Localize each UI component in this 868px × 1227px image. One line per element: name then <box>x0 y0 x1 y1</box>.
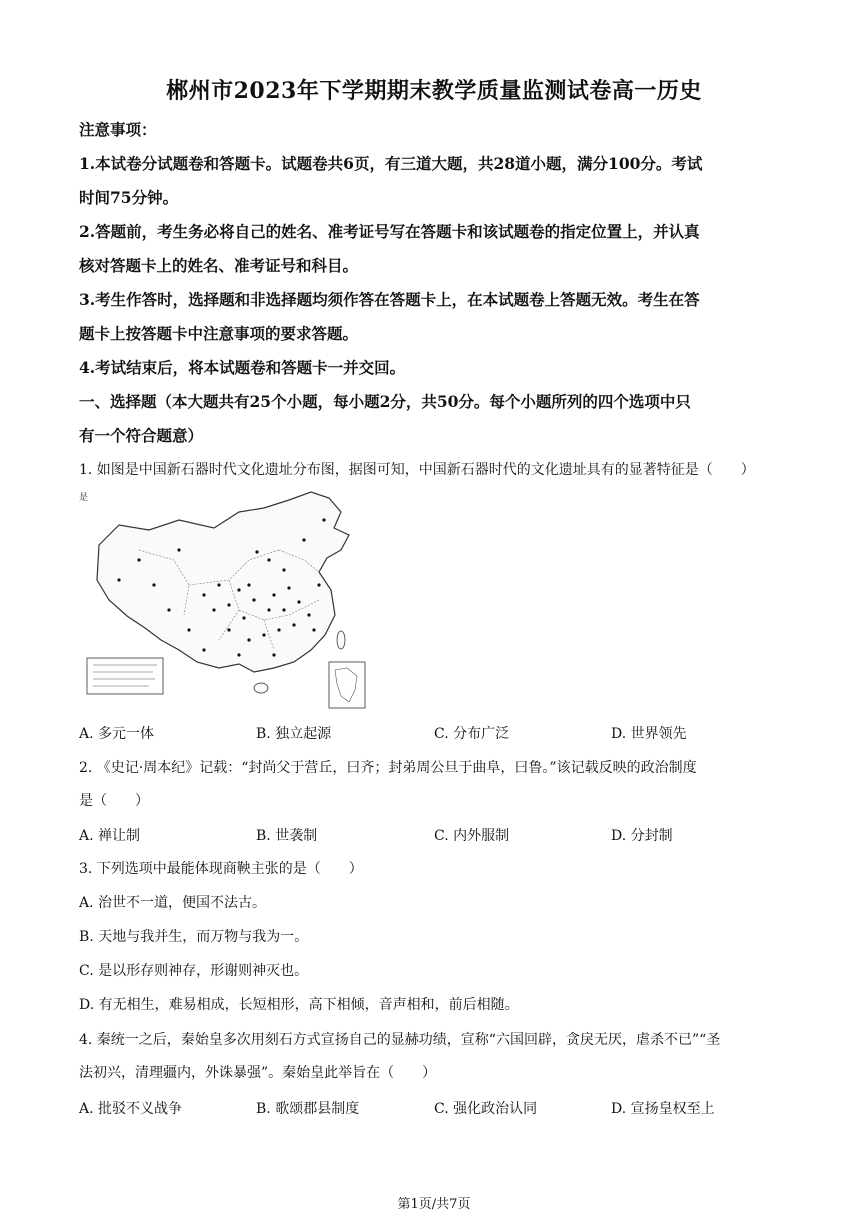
q4-option-a[interactable]: A. 批驳不义战争 <box>79 1101 183 1117</box>
q2-option-d[interactable]: D. 分封制 <box>611 828 673 844</box>
notice-item-3b: 题卡上按答题卡中注意事项的要求答题。 <box>79 324 359 343</box>
notice-item-2a: 2.答题前，考生务必将自己的姓名、准考证号写在答题卡和该试题卷的指定位置上，并认真 <box>79 222 700 241</box>
q4-stem-a: 4. 秦统一之后，秦始皇多次用刻石方式宣扬自己的显赫功绩，宣称“六国回辟，贪戾无厌，虐杀不已”“圣 <box>79 1032 721 1048</box>
q4-option-c[interactable]: C. 强化政治认同 <box>434 1101 538 1117</box>
page-footer: 第1页/共7页 <box>397 1197 471 1212</box>
q1-stem: 1. 如图是中国新石器时代文化遗址分布图，据图可知，中国新石器时代的文化遗址具有的显著特征是（ ） <box>79 462 755 478</box>
q3-option-b[interactable]: B. 天地与我并生，而万物与我为一。 <box>79 929 309 945</box>
q1-option-c[interactable]: C. 分布广泛 <box>434 726 510 742</box>
notice-item-4: 4.考试结束后，将本试题卷和答题卡一并交回。 <box>79 358 406 377</box>
q3-option-c[interactable]: C. 是以形存则神存，形谢则神灭也。 <box>79 963 309 979</box>
q2-stem-b: 是（ ） <box>79 793 149 809</box>
q1-option-d[interactable]: D. 世界领先 <box>611 726 687 742</box>
q1-stray-char: 是 <box>79 493 89 503</box>
notice-item-1a: 1.本试卷分试题卷和答题卡。试题卷共6页，有三道大题，共28道小题，满分100分。考试 <box>79 154 703 173</box>
notice-item-1b: 时间75分钟。 <box>79 188 179 207</box>
page-title: 郴州市2023年下学期期末教学质量监测试卷高一历史 <box>166 78 702 104</box>
q4-stem-b: 法初兴，清理疆内，外诛暴强”。秦始皇此举旨在（ ） <box>79 1065 437 1081</box>
q4-options <box>79 1098 795 1118</box>
q3-option-a[interactable]: A. 治世不一道，便国不法古。 <box>79 895 267 911</box>
q4-option-b[interactable]: B. 歌颂郡县制度 <box>256 1101 360 1117</box>
notice-item-2b: 核对答题卡上的姓名、准考证号和科目。 <box>79 256 359 275</box>
q1-option-a[interactable]: A. 多元一体 <box>79 726 155 742</box>
q2-options <box>79 825 795 845</box>
q2-stem-a: 2. 《史记·周本纪》记载：“封尚父于营丘，曰齐；封弟周公旦于曲阜，曰鲁。”该记载反映的政治制度 <box>79 760 697 776</box>
q3-stem: 3. 下列选项中最能体现商鞅主张的是（ ） <box>79 861 363 877</box>
china-map-image <box>79 490 375 712</box>
notice-section <box>79 113 795 453</box>
notice-item-3a: 3.考生作答时，选择题和非选择题均须作答在答题卡上，在本试题卷上答题无效。考生在答 <box>79 290 700 309</box>
q3-option-d[interactable]: D. 有无相生，难易相成，长短相形，高下相倾，音声相和，前后相随。 <box>79 997 519 1013</box>
q2-option-b[interactable]: B. 世袭制 <box>256 828 318 844</box>
notice-heading: 注意事项： <box>79 120 157 139</box>
q4-option-d[interactable]: D. 宣扬皇权至上 <box>611 1101 715 1117</box>
q2-option-c[interactable]: C. 内外服制 <box>434 828 510 844</box>
q1-options <box>79 723 795 743</box>
q1-option-b[interactable]: B. 独立起源 <box>256 726 332 742</box>
section-1-heading-a: 一、选择题（本大题共有25个小题，每小题2分，共50分。每个小题所列的四个选项中只 <box>79 392 691 411</box>
section-1-heading-b: 有一个符合题意） <box>79 426 204 445</box>
q2-option-a[interactable]: A. 禅让制 <box>79 828 141 844</box>
neolithic-sites-map <box>79 490 375 712</box>
